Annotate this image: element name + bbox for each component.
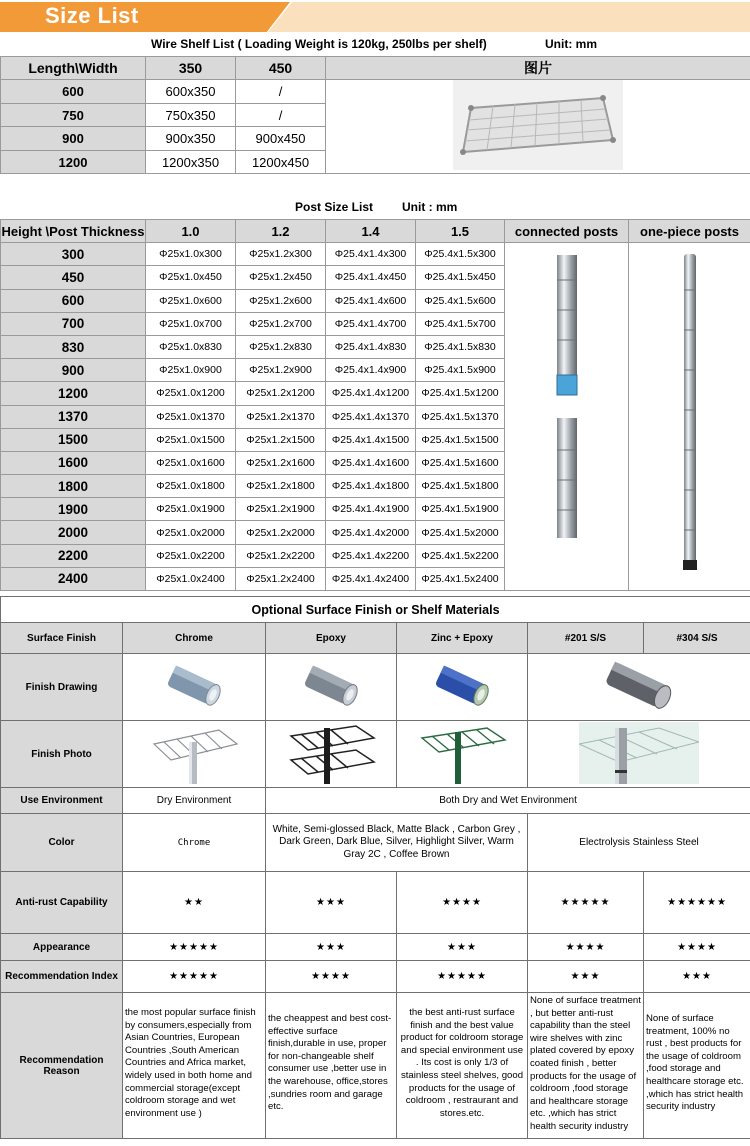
row-height: 700: [1, 312, 146, 335]
material-epoxy: Epoxy: [266, 623, 397, 654]
post-size-cell: Φ25.4x1.5x700: [416, 312, 505, 335]
post-size-cell: Φ25.4x1.5x1900: [416, 498, 505, 521]
size-cell: /: [236, 103, 326, 127]
material-201-ss: #201 S/S: [528, 623, 644, 654]
index-zinc-epoxy: ★★★★★: [397, 961, 528, 993]
post-size-cell: Φ25.4x1.5x1500: [416, 428, 505, 451]
post-size-cell: Φ25x1.2x1370: [236, 405, 326, 428]
wire-shelf-image: [453, 80, 623, 170]
zinc-epoxy-shelf-photo: [417, 722, 507, 784]
post-size-cell: Φ25.4x1.5x2400: [416, 567, 505, 590]
label-finish-photo: Finish Photo: [1, 721, 123, 788]
color-steel: Electrolysis Stainless Steel: [528, 814, 750, 872]
index-304: ★★★: [644, 961, 750, 993]
row-length: 600: [1, 80, 146, 104]
post-size-cell: Φ25x1.0x600: [146, 289, 236, 312]
post-size-cell: Φ25.4x1.4x830: [326, 335, 416, 358]
size-cell: /: [236, 80, 326, 104]
table-row: [1, 243, 750, 266]
row-height: 1600: [1, 451, 146, 474]
row-height: 300: [1, 243, 146, 266]
post-size-cell: Φ25x1.2x1900: [236, 498, 326, 521]
epoxy-tube-drawing: [298, 661, 364, 711]
post-size-cell: Φ25x1.2x450: [236, 266, 326, 289]
appearance-304: ★★★★: [644, 934, 750, 961]
epoxy-shelf-photo: [286, 722, 376, 784]
post-size-cell: Φ25x1.0x1800: [146, 475, 236, 498]
row-height: 1200: [1, 382, 146, 405]
rust-chrome: ★★: [123, 872, 266, 934]
row-height: 830: [1, 335, 146, 358]
post-size-cell: Φ25.4x1.4x1600: [326, 451, 416, 474]
color-chrome: Chrome: [123, 814, 266, 872]
label-appearance: Appearance: [1, 934, 123, 961]
table-row: [1, 80, 750, 104]
post-size-cell: Φ25x1.0x1370: [146, 405, 236, 428]
label-surface-finish: Surface Finish: [1, 623, 123, 654]
reason-epoxy: the cheappest and best cost-effective surface finish,durable in use, proper for non-changeable shelf consumer use ,better use in the warehouse, office,stores ,sundries room and garage etc.: [266, 993, 397, 1139]
post-size-cell: Φ25.4x1.5x1200: [416, 382, 505, 405]
label-recommendation-index: Recommendation Index: [1, 961, 123, 993]
post-size-cell: Φ25.4x1.5x1370: [416, 405, 505, 428]
post-caption: Post Size List: [295, 200, 374, 214]
post-size-cell: Φ25x1.2x2200: [236, 544, 326, 567]
shelf-photo-cell: [326, 80, 750, 174]
appearance-zinc-epoxy: ★★★: [397, 934, 528, 961]
post-size-cell: Φ25x1.0x1600: [146, 451, 236, 474]
header-1-2: 1.2: [236, 220, 326, 243]
post-size-cell: Φ25.4x1.4x600: [326, 289, 416, 312]
post-size-cell: Φ25x1.2x700: [236, 312, 326, 335]
post-size-cell: Φ25.4x1.4x450: [326, 266, 416, 289]
post-size-cell: Φ25x1.2x1800: [236, 475, 326, 498]
post-size-cell: Φ25.4x1.4x2200: [326, 544, 416, 567]
post-size-cell: Φ25x1.2x300: [236, 243, 326, 266]
size-cell: 600x350: [146, 80, 236, 104]
row-height: 2200: [1, 544, 146, 567]
surface-finish-table: [0, 596, 750, 1139]
row-height: 2000: [1, 521, 146, 544]
post-size-cell: Φ25.4x1.4x900: [326, 359, 416, 382]
post-size-cell: Φ25x1.0x700: [146, 312, 236, 335]
row-height: 1500: [1, 428, 146, 451]
post-size-cell: Φ25.4x1.4x300: [326, 243, 416, 266]
label-color: Color: [1, 814, 123, 872]
one-piece-post-image: [670, 250, 710, 580]
one-piece-posts-image-cell: [629, 243, 750, 591]
size-cell: 900x350: [146, 127, 236, 151]
header-connected-posts: connected posts: [505, 220, 629, 243]
post-size-cell: Φ25x1.0x1200: [146, 382, 236, 405]
drawing-chrome: [123, 654, 266, 721]
post-size-cell: Φ25x1.2x600: [236, 289, 326, 312]
chrome-shelf-photo: [149, 722, 239, 784]
post-size-cell: Φ25.4x1.5x1800: [416, 475, 505, 498]
post-size-cell: Φ25.4x1.5x600: [416, 289, 505, 312]
color-coated: White, Semi-glossed Black, Matte Black , Carbon Grey , Dark Green, Dark Blue, Silver, Highlight Silver, Warm Gray 2C , Coffee Brown: [266, 814, 528, 872]
material-304-ss: #304 S/S: [644, 623, 750, 654]
size-cell: 900x450: [236, 127, 326, 151]
post-size-cell: Φ25.4x1.4x2400: [326, 567, 416, 590]
finish-title: Optional Surface Finish or Shelf Materials: [1, 597, 750, 623]
photo-chrome: [123, 721, 266, 788]
post-size-cell: Φ25x1.0x2400: [146, 567, 236, 590]
stainless-tube-drawing: [599, 658, 679, 714]
post-size-cell: Φ25x1.0x2200: [146, 544, 236, 567]
appearance-epoxy: ★★★: [266, 934, 397, 961]
drawing-stainless: [528, 654, 750, 721]
post-size-cell: Φ25x1.2x2000: [236, 521, 326, 544]
row-height: 450: [1, 266, 146, 289]
header-350: 350: [146, 57, 236, 80]
post-size-cell: Φ25x1.0x1900: [146, 498, 236, 521]
row-height: 2400: [1, 567, 146, 590]
row-length: 750: [1, 103, 146, 127]
banner-orange-band: [0, 2, 290, 32]
material-chrome: Chrome: [123, 623, 266, 654]
post-size-cell: Φ25x1.0x830: [146, 335, 236, 358]
post-size-cell: Φ25.4x1.4x1900: [326, 498, 416, 521]
stainless-shelf-photo: [579, 722, 699, 784]
header-one-piece-posts: one-piece posts: [629, 220, 750, 243]
post-size-cell: Φ25.4x1.4x2000: [326, 521, 416, 544]
index-chrome: ★★★★★: [123, 961, 266, 993]
size-cell: 750x350: [146, 103, 236, 127]
shelf-unit: Unit: mm: [545, 37, 597, 51]
drawing-zinc-epoxy: [397, 654, 528, 721]
post-size-cell: Φ25.4x1.5x450: [416, 266, 505, 289]
post-size-cell: Φ25x1.2x1200: [236, 382, 326, 405]
reason-201: None of surface treatment , but better anti-rust capability than the steel wire shelves with zinc plated covered by epoxy coated finish , better products for the usage of coldroom ,food storage and healthcare storage etc. ,which has strict health security industry: [528, 993, 644, 1139]
header-1-4: 1.4: [326, 220, 416, 243]
size-list-banner: [0, 0, 750, 33]
chrome-tube-drawing: [161, 661, 227, 711]
size-cell: 1200x350: [146, 150, 236, 174]
header-length-width: Length\Width: [1, 57, 146, 80]
rust-zinc-epoxy: ★★★★: [397, 872, 528, 934]
post-size-cell: Φ25.4x1.5x1600: [416, 451, 505, 474]
post-size-cell: Φ25.4x1.5x2000: [416, 521, 505, 544]
env-chrome: Dry Environment: [123, 788, 266, 814]
row-height: 1370: [1, 405, 146, 428]
row-length: 900: [1, 127, 146, 151]
header-picture: 图片: [326, 57, 750, 80]
row-height: 600: [1, 289, 146, 312]
post-size-cell: Φ25.4x1.5x900: [416, 359, 505, 382]
post-size-cell: Φ25.4x1.5x830: [416, 335, 505, 358]
post-size-cell: Φ25x1.0x2000: [146, 521, 236, 544]
row-height: 900: [1, 359, 146, 382]
post-size-cell: Φ25x1.2x1600: [236, 451, 326, 474]
photo-epoxy: [266, 721, 397, 788]
index-201: ★★★: [528, 961, 644, 993]
appearance-chrome: ★★★★★: [123, 934, 266, 961]
header-1-5: 1.5: [416, 220, 505, 243]
rust-201: ★★★★★: [528, 872, 644, 934]
reason-chrome: the most popular surface finish by consumers,especially from Asian Countries, European Countries ,South American Countries and Africa market, widely used in both home and commercial storage(except coldroom storage and wet environment use ): [123, 993, 266, 1139]
size-cell: 1200x450: [236, 150, 326, 174]
reason-zinc-epoxy: the best anti-rust surface finish and the best value product for coldroom storage and special environment use . Its cost is only 1/3 of stainless steel shelves, good products for the usage of coldroom , restraurant and stores.etc.: [397, 993, 528, 1139]
reason-304: None of surface treatment, 100% no rust , best products for the usage of coldroom ,food storage and healthcare storage etc. ,which has strict health security industry: [644, 993, 750, 1139]
post-size-cell: Φ25x1.0x450: [146, 266, 236, 289]
appearance-201: ★★★★: [528, 934, 644, 961]
post-size-table: [0, 219, 750, 591]
env-others: Both Dry and Wet Environment: [266, 788, 750, 814]
post-size-cell: Φ25x1.2x830: [236, 335, 326, 358]
connected-posts-image-cell: [505, 243, 629, 591]
post-size-cell: Φ25x1.0x1500: [146, 428, 236, 451]
index-epoxy: ★★★★: [266, 961, 397, 993]
post-size-cell: Φ25x1.2x900: [236, 359, 326, 382]
post-size-cell: Φ25.4x1.4x700: [326, 312, 416, 335]
post-size-cell: Φ25.4x1.4x1800: [326, 475, 416, 498]
post-size-cell: Φ25x1.2x2400: [236, 567, 326, 590]
post-size-cell: Φ25.4x1.5x300: [416, 243, 505, 266]
header-1-0: 1.0: [146, 220, 236, 243]
post-size-cell: Φ25x1.2x1500: [236, 428, 326, 451]
photo-stainless: [528, 721, 750, 788]
drawing-epoxy: [266, 654, 397, 721]
post-size-cell: Φ25.4x1.5x2200: [416, 544, 505, 567]
rust-304: ★★★★★★: [644, 872, 750, 934]
post-size-cell: Φ25.4x1.4x1500: [326, 428, 416, 451]
label-use-environment: Use Environment: [1, 788, 123, 814]
rust-epoxy: ★★★: [266, 872, 397, 934]
row-height: 1800: [1, 475, 146, 498]
post-unit: Unit : mm: [402, 200, 458, 214]
post-size-cell: Φ25.4x1.4x1200: [326, 382, 416, 405]
banner-light-band: [268, 2, 750, 32]
row-height: 1900: [1, 498, 146, 521]
header-450: 450: [236, 57, 326, 80]
zinc-epoxy-tube-drawing: [429, 661, 495, 711]
row-length: 1200: [1, 150, 146, 174]
banner-title: Size List: [45, 3, 139, 28]
shelf-caption: Wire Shelf List ( Loading Weight is 120kg, 250lbs per shelf): [151, 37, 487, 51]
post-size-cell: Φ25.4x1.4x1370: [326, 405, 416, 428]
post-size-cell: Φ25x1.0x900: [146, 359, 236, 382]
material-zinc-epoxy: Zinc + Epoxy: [397, 623, 528, 654]
label-anti-rust: Anti-rust Capability: [1, 872, 123, 934]
post-size-cell: Φ25x1.0x300: [146, 243, 236, 266]
header-height-thickness: Height \Post Thickness: [1, 220, 146, 243]
connected-posts-image: [547, 250, 587, 580]
label-finish-drawing: Finish Drawing: [1, 654, 123, 721]
wire-shelf-table: [0, 56, 750, 174]
label-recommendation-reason: Recommendation Reason: [1, 993, 123, 1139]
photo-zinc-epoxy: [397, 721, 528, 788]
